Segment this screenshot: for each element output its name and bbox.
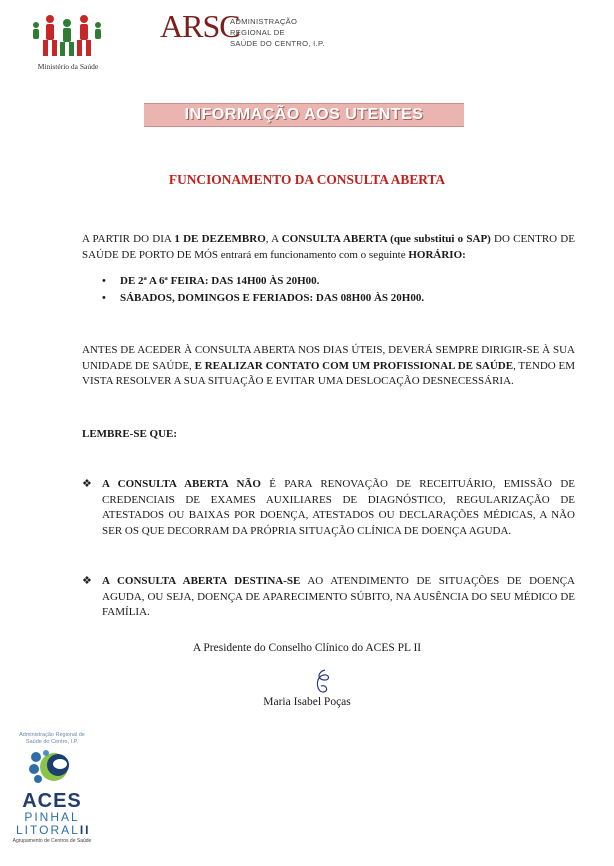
bullet-icon: • [102,292,106,304]
ministry-caption: Ministério da Saúde [37,62,99,71]
advice-paragraph: ANTES DE ACEDER À CONSULTA ABERTA NOS DIAS ÚTEIS, DEVERÁ SEMPRE DIRIGIR-SE À SUA UNIDADE DE SAÚDE, E REALIZAR CONTATO COM UM PROFISSIONAL DE SAÚDE, TENDO EM VISTA RESOLVER A SUA SITUAÇÃO E EVITAR UMA DESLOCAÇÃO DESNECESSÁRIA. [82,344,576,387]
signatory-role: A Presidente do Conselho Clínico do ACES PL II [192,642,422,654]
arsc-line: SAÚDE DO CENTRO, I.P. [230,39,325,48]
arsc-line: REGIONAL DE [230,28,285,37]
banner-text: INFORMAÇÃO AOS UTENTES [184,106,424,123]
intro-paragraph: A PARTIR DO DIA 1 DE DEZEMBRO, A CONSULTA ABERTA (que substitui o SAP) DO CENTRO DE SAÚDE DE PORTO DE MÓS entrará em funcionamento com o seguinte HORÁRIO: [82,233,575,261]
bullet-icon: • [102,275,106,287]
reminder-point-2: ❖ A CONSULTA ABERTA DESTINA-SE AO ATENDIMENTO DE SITUAÇÕES DE DOENÇA AGUDA, OU SEJA, DOENÇA DE APARECIMENTO SÚBITO, NA AUSÊNCIA DO SEU MÉDICO DE FAMÍLIA. [82,575,575,618]
arsc-line: ADMINISTRAÇÃO [230,17,298,26]
signatory-name: Maria Isabel Poças [263,696,351,708]
diamond-bullet-icon: ❖ [82,478,92,490]
reminder-point-1: ❖ A CONSULTA ABERTA NÃO É PARA RENOVAÇÃO DE RECEITUÁRIO, EMISSÃO DE CREDENCIAIS DE EXAMES AUXILIARES DE DIAGNÓSTICO, REGULARIZAÇÃO DE ATESTADOS OU BAIXAS POR DOENÇA, ATESTADOS OU DECLARAÇÕES MÉDICAS, A NÃO SER OS QUE DECORRAM DA PRÓPRIA SITUAÇÃO CLÍNICA DE DOENÇA AGUDA. [82,478,575,537]
aces-logo-icon [24,745,80,791]
diamond-bullet-icon: ❖ [82,575,92,587]
info-banner [144,103,464,127]
arsc-logo-text [230,16,325,49]
schedule-list [98,273,568,307]
aces-logo-line3: Agrupamento de Centros de Saúde [12,838,92,844]
reminder-heading: LEMBRE-SE QUE: [82,428,178,440]
aces-logo-line1: PINHAL [24,810,80,824]
arsc-logo-mark: ARSC [160,8,240,44]
aces-logo-name: ACES [22,790,82,812]
ars-small-caption: Administração Regional de Saúde do Centro, I.P. [19,732,85,745]
handwritten-signature-icon [313,668,333,696]
aces-logo-line2: LITORALII [16,823,91,837]
list-item: • SÁBADOS, DOMINGOS E FERIADOS: DAS 08H00 ÀS 20H00. [98,290,568,307]
list-item: • DE 2ª A 6ª FEIRA: DAS 14H00 ÀS 20H00. [98,273,568,290]
page-title: FUNCIONAMENTO DA CONSULTA ABERTA [168,172,446,187]
